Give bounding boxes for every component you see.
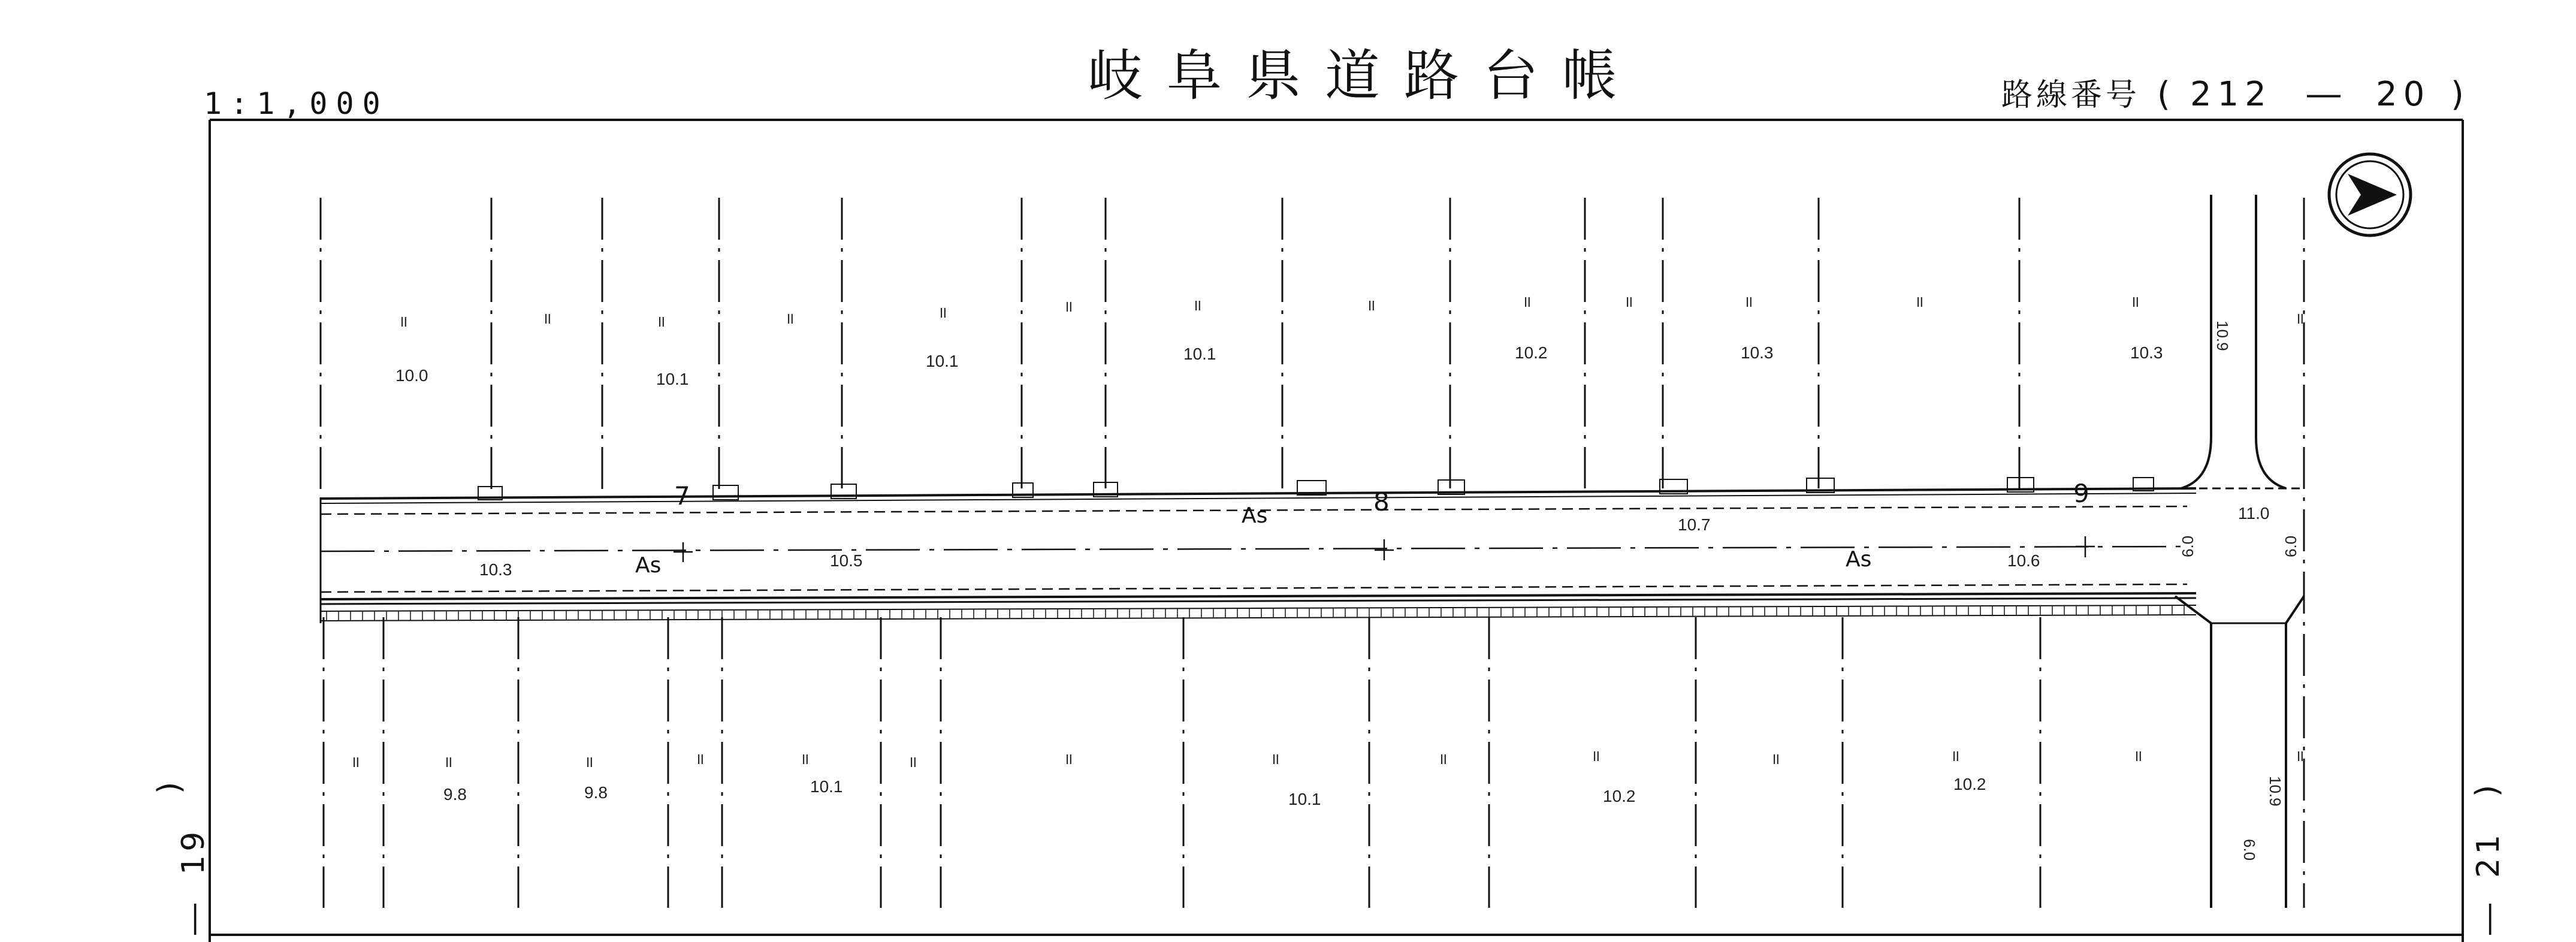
road-south-pavement-edge [321,584,2187,592]
north-arrow-icon [2329,154,2411,236]
road-elevation-3: 10.7 [1678,515,1711,534]
south-parcel-elevations [443,775,1986,808]
parcel-mark: ॥ [542,309,552,327]
station-9: 9 [2073,479,2089,508]
road-elevation-2: 10.5 [830,551,863,570]
scale-label: 1:1,000 [204,86,389,121]
left-sheet-number: 19 [176,828,212,875]
road-north-edge-inner [321,493,2196,503]
road-centre-line [321,547,2181,551]
page-title: 岐阜県道路台帳 [1088,44,1642,108]
surface-labels [635,503,1871,578]
road-widths [2179,536,2300,861]
side-elevation-1: 10.9 [2213,321,2231,351]
parcel-mark: ॥ [1624,292,1633,310]
station-8: 8 [1373,487,1390,517]
station-7: 7 [674,481,690,511]
parcel-mark: ॥ [584,753,594,771]
north-elevation-2: 10.1 [656,370,689,388]
road-elevation-1: 10.3 [479,560,512,579]
parcel-mark: ॥ [398,312,408,330]
north-elevation-7: 10.3 [2130,343,2163,362]
adjacent-sheet-left [152,782,212,935]
route-close-paren: ) [2451,75,2464,114]
parcel-mark: ॥ [908,753,917,771]
route-open-paren: ( [2157,75,2170,114]
road-north-edge [321,488,2196,499]
north-elevation-3: 10.1 [926,352,959,370]
parcel-mark: ॥ [1950,747,1960,765]
adjacent-sheet-right [2469,785,2506,935]
parcel-mark: ॥ [1591,747,1600,765]
north-elevation-1: 10.0 [395,366,428,385]
parcel-mark: ॥ [1064,297,1073,315]
north-elevation-5: 10.2 [1515,343,1548,362]
south-parcel-boundaries [324,617,2040,908]
parcel-mark: ॥ [1438,750,1448,768]
north-parcel-elevations [395,343,2163,388]
south-elevation-6: 10.2 [1953,775,1986,793]
route-number-sub: 20 [2376,75,2431,114]
south-elevation-4: 10.1 [1288,790,1321,808]
side-road-east-edge-north [2256,195,2286,488]
road-width-1: 6.0 [2179,535,2197,557]
side-elevation-2: 10.9 [2266,776,2284,807]
parcel-mark: ॥ [1366,296,1376,314]
parcel-mark: ॥ [351,753,360,771]
parcel-mark: ॥ [1192,296,1202,314]
south-elevation-1: 9.8 [443,785,467,804]
south-elevation-3: 10.1 [810,777,843,796]
route-dash: ― [2307,75,2341,114]
north-elevation-6: 10.3 [1741,343,1774,362]
route-number-main: 212 [2190,75,2272,114]
parcel-mark: ॥ [443,753,453,771]
surface-label-3: As [1846,547,1872,572]
parcel-mark: ॥ [2130,292,2140,310]
road-width-2: 6.0 [2282,535,2300,557]
parcel-mark: ॥ [2295,309,2305,327]
parcel-mark: ॥ [695,750,705,768]
route-label: 路線番号 [2001,77,2141,113]
parcel-mark: ॥ [800,750,810,768]
parcel-mark: ॥ [1914,292,1924,310]
left-paren: ) [152,781,188,794]
south-elevation-5: 10.2 [1603,787,1636,805]
main-road [321,478,2196,623]
side-road-west-edge-south [2175,596,2211,908]
road-elevation-4: 10.6 [2007,551,2040,570]
parcel-mark: ॥ [1270,750,1280,768]
route-number [2001,75,2464,114]
parcel-mark: ॥ [2295,747,2305,765]
side-road-west-edge-north [2181,195,2211,488]
north-elevation-4: 10.1 [1183,345,1216,363]
road-width-3: 6.0 [2240,839,2258,861]
surface-label-1: As [1242,503,1268,528]
parcel-mark: ॥ [785,309,795,327]
right-paren: ) [2469,784,2505,797]
parcel-mark: ॥ [1064,750,1073,768]
surface-label-2: As [635,553,662,578]
parcel-marks [351,292,2305,771]
side-road-elevations [2213,321,2284,807]
parcel-mark: ॥ [656,312,666,330]
right-dash: ― [2471,904,2506,935]
south-elevation-2: 9.8 [584,783,608,802]
left-dash: ― [176,904,212,935]
station-numbers [674,479,2089,517]
right-sheet-number: 21 [2471,831,2506,878]
parcel-mark: ॥ [938,303,947,321]
parcel-mark: ॥ [2133,747,2143,765]
parcel-mark: ॥ [1744,292,1753,310]
parcel-mark: ॥ [1771,750,1780,768]
parcel-mark: ॥ [1522,292,1532,310]
road-elevation-5: 11.0 [2238,504,2270,523]
